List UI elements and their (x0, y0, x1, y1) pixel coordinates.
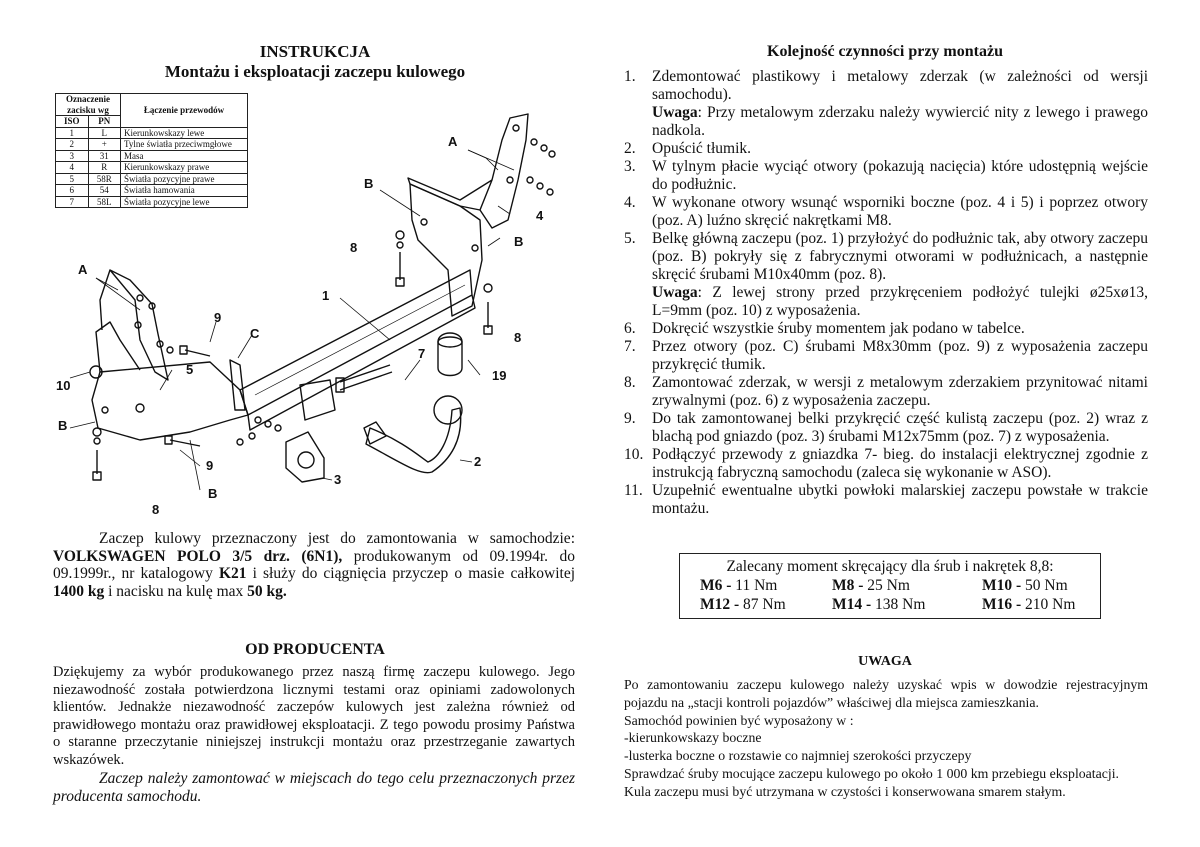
list-item (624, 158, 1148, 194)
torque-item (700, 577, 832, 595)
intro-text-3: i służy do ciągnięcia przyczep o masie całkowitej (246, 565, 575, 582)
right-bracket-part (480, 114, 528, 228)
intro-text-2: produkowanym od 09.1994r. do 09.1999r., nr katalogowy (53, 547, 575, 582)
iso-cell: 5 (56, 173, 89, 185)
torque-value: 25 Nm (863, 577, 910, 594)
intro-text-4: i nacisku na kulę max (104, 582, 248, 600)
warning-line: Sprawdzać śruby mocujące zaczepu kulowego po około 1 000 km przebiegu eksploatacji. (624, 765, 1119, 781)
warning-line: -kierunkowskazy boczne (624, 730, 762, 746)
pn-cell: 31 (88, 150, 121, 162)
torque-item (832, 596, 982, 614)
title-line-2: Montażu i eksploatacji zaczepu kulowego (164, 62, 466, 81)
label-B-left: B (58, 418, 68, 433)
iso-cell: 2 (56, 139, 89, 151)
desc-cell: Tylne światła przeciwmgłowe (121, 139, 248, 151)
step-number: 11. (624, 482, 643, 499)
label-10: 10 (56, 378, 71, 393)
step-number: 10. (624, 446, 644, 463)
list-item (624, 194, 1148, 230)
bolt-size: M12 - (700, 596, 740, 613)
step-text: W wykonane otwory wsunąć wsporniki boczne (poz. 4 i 5) i poprzez otwory (poz. A) luźno skręcić nakrętkami M8. (652, 194, 1148, 229)
main-beam-part (240, 270, 472, 415)
label-5: 5 (186, 362, 194, 377)
torque-table (679, 553, 1101, 619)
step-number: 6. (624, 320, 636, 337)
trailer-mass: 1400 kg (53, 582, 105, 600)
ball-part (434, 396, 462, 424)
list-item (624, 230, 1148, 320)
pn-cell: L (88, 127, 121, 139)
label-A-left: A (78, 262, 88, 277)
label-19: 19 (492, 368, 507, 383)
producer-title: OD PRODUCENTA (245, 641, 385, 658)
label-B-right: B (514, 234, 524, 249)
intro-paragraph (53, 530, 575, 600)
header-group: Oznaczenie zacisku wg (56, 94, 121, 116)
step-number: 5. (624, 230, 636, 247)
step-text: Uzupełnić ewentualne ubytki powłoki malarskiej zaczepu powstałe w trakcie montażu. (652, 482, 1148, 517)
step-text: Zamontować zderzak, w wersji z metalowym zderzakiem przynitować nitami zrywalnymi (poz. 6) z wyposażenia zaczepu. (652, 374, 1148, 409)
left-bracket-part (110, 270, 168, 380)
step-text: Do tak zamontowanej belki przykręcić część kulistą zaczepu (poz. 2) wraz z blachą pod gniazdo (poz. 3) śrubami M12x75mm (poz. 7) z wyposażenia. (652, 410, 1148, 445)
instruction-title (40, 42, 590, 82)
note-text: : Przy metalowym zderzaku należy wywiercić nity z lewego i prawego nadkola. (652, 104, 1148, 139)
step-text: Opuścić tłumik. (652, 140, 752, 157)
pn-cell: R (88, 162, 121, 174)
step-text: Dokręcić wszystkie śruby momentem jak podano w tabelce. (652, 320, 1025, 337)
torque-value: 138 Nm (871, 596, 926, 613)
list-item (624, 320, 1148, 338)
label-4: 4 (536, 208, 544, 223)
ball-load: 50 kg. (247, 582, 287, 600)
bolt-size: M10 - (982, 577, 1022, 594)
torque-value: 210 Nm (1021, 596, 1076, 613)
step-number: 8. (624, 374, 636, 391)
desc-cell: Światła hamowania (121, 185, 248, 197)
desc-cell: Masa (121, 150, 248, 162)
list-item (624, 446, 1148, 482)
warning-line: Kula zaczepu musi być utrzymana w czystości i konserwowana smarem stałym. (624, 783, 1066, 799)
step-text: W tylnym płacie wyciąć otwory (pokazują nacięcia) które udostępnią wejście do podłużnic. (652, 158, 1148, 193)
list-item (624, 410, 1148, 446)
pn-cell: 58R (88, 173, 121, 185)
header-pn: PN (88, 116, 121, 128)
label-8-right-b: 8 (514, 330, 522, 345)
desc-cell: Kierunkowskazy prawe (121, 162, 248, 174)
steps-list (624, 68, 1148, 518)
warning-title: UWAGA (858, 654, 912, 669)
iso-cell: 4 (56, 162, 89, 174)
pn-cell: 58L (88, 196, 121, 208)
list-item (624, 374, 1148, 410)
header-iso: ISO (56, 116, 89, 128)
label-B-bottom: B (208, 486, 218, 501)
label-B-right-top: B (364, 176, 374, 191)
note-label: Uwaga (652, 104, 698, 121)
torque-value: 11 Nm (731, 577, 778, 594)
towbar-exploded-diagram (40, 110, 580, 520)
torque-value: 50 Nm (1021, 577, 1068, 594)
step-number: 3. (624, 158, 636, 175)
step-number: 2. (624, 140, 636, 157)
catalog-number: K21 (218, 565, 247, 582)
label-8-left: 8 (152, 502, 160, 517)
label-3: 3 (334, 472, 342, 487)
step-number: 4. (624, 194, 636, 211)
producer-text: Dziękujemy za wybór produkowanego przez naszą firmę zaczepu kulowego. Jego niezawodność została potwierdzona licznymi testami oraz opiniami zadowolonych klientów. Jednakże niezawodność zaczepów kulowych jest zależna również od prawidłowego montażu oraz prawidłowej eksploatacji. Z tego powodu prosimy Państwa o staranne przeczytanie niniejszej instrukcji montażu oraz przestrzeganie zawartych wskazówek. (53, 664, 575, 768)
pn-cell: + (88, 139, 121, 151)
torque-value: 87 Nm (739, 596, 786, 613)
note-label: Uwaga (652, 284, 698, 301)
step-text: Zdemontować plastikowy i metalowy zderzak (w zależności od wersji samochodu). (652, 68, 1148, 103)
warning-line: -lusterka boczne o rozstawie co najmniej szerokości przyczepy (624, 748, 972, 764)
bolt-size: M6 - (700, 577, 732, 594)
label-9-bottom: 9 (206, 458, 214, 473)
producer-italic-note: Zaczep należy zamontować w miejscach do tego celu przeznaczonych przez producenta samochodu. (53, 770, 575, 805)
bolt-size: M14 - (832, 596, 872, 613)
steps-title: Kolejność czynności przy montażu (767, 43, 1003, 60)
label-1: 1 (322, 288, 330, 303)
label-C: C (250, 326, 260, 341)
list-item (624, 68, 1148, 140)
note-text: : Z lewej strony przed przykręceniem podłożyć tulejki ø25xø13, L=9mm (poz. 10) z wyposażenia. (652, 284, 1148, 319)
step-text: Przez otwory (poz. C) śrubami M8x30mm (poz. 9) z wyposażenia zaczepu przykręcić tłumik. (652, 338, 1148, 373)
torque-item (982, 596, 1102, 614)
desc-cell: Światła pozycyjne lewe (121, 196, 248, 208)
iso-cell: 3 (56, 150, 89, 162)
label-9-top: 9 (214, 310, 222, 325)
bolt-size: M16 - (982, 596, 1022, 613)
step-text: Podłączyć przewody z gniazdka 7- bieg. do instalacji elektrycznej zgodnie z instrukcją fabryczną samochodu (zaleca się wykonanie w ASO). (652, 446, 1148, 481)
iso-cell: 1 (56, 127, 89, 139)
step-number: 1. (624, 68, 636, 85)
desc-cell: Kierunkowskazy lewe (121, 127, 248, 139)
warning-text (624, 676, 1148, 801)
title-line-1: INSTRUKCJA (259, 42, 371, 61)
warning-line: Samochód powinien być wyposażony w : (624, 712, 854, 728)
step-text: Belkę główną zaczepu (poz. 1) przyłożyć do podłużnic tak, aby otwory zaczepu (poz. B) pokryły się z fabrycznymi otworami w podłużnicach, a następnie skręcić śrubami M10x40mm (poz. 8). (652, 230, 1148, 283)
header-desc: Łączenie przewodów (121, 94, 248, 128)
label-8-right-a: 8 (350, 240, 358, 255)
vehicle-model: VOLKSWAGEN POLO 3/5 drz. (6N1), (53, 547, 343, 565)
warning-line: Po zamontowaniu zaczepu kulowego należy uzyskać wpis w dowodzie rejestracyjnym pojazdu na „stacji kontroli pojazdów” właściwej dla miejsca zamieszkania. (624, 677, 1148, 710)
torque-item (832, 577, 982, 595)
label-2: 2 (474, 454, 482, 469)
socket-plate-part (286, 432, 324, 482)
label-7: 7 (418, 346, 426, 361)
label-A-right: A (448, 134, 458, 149)
list-item (624, 338, 1148, 374)
list-item (624, 482, 1148, 518)
step-number: 7. (624, 338, 636, 355)
desc-cell: Światła pozycyjne prawe (121, 173, 248, 185)
torque-item (982, 577, 1102, 595)
torque-title: Zalecany moment skręcający dla śrub i nakrętek 8,8: (726, 558, 1054, 575)
socket-part (438, 333, 462, 376)
bolt-size: M8 - (832, 577, 864, 594)
iso-cell: 6 (56, 185, 89, 197)
ball-neck-part (366, 408, 461, 473)
torque-item (700, 596, 832, 614)
pn-cell: 54 (88, 185, 121, 197)
list-item (624, 140, 1148, 158)
iso-cell: 7 (56, 196, 89, 208)
intro-text-1: Zaczep kulowy przeznaczony jest do zamontowania w samochodzie: (99, 530, 575, 547)
step-number: 9. (624, 410, 636, 427)
